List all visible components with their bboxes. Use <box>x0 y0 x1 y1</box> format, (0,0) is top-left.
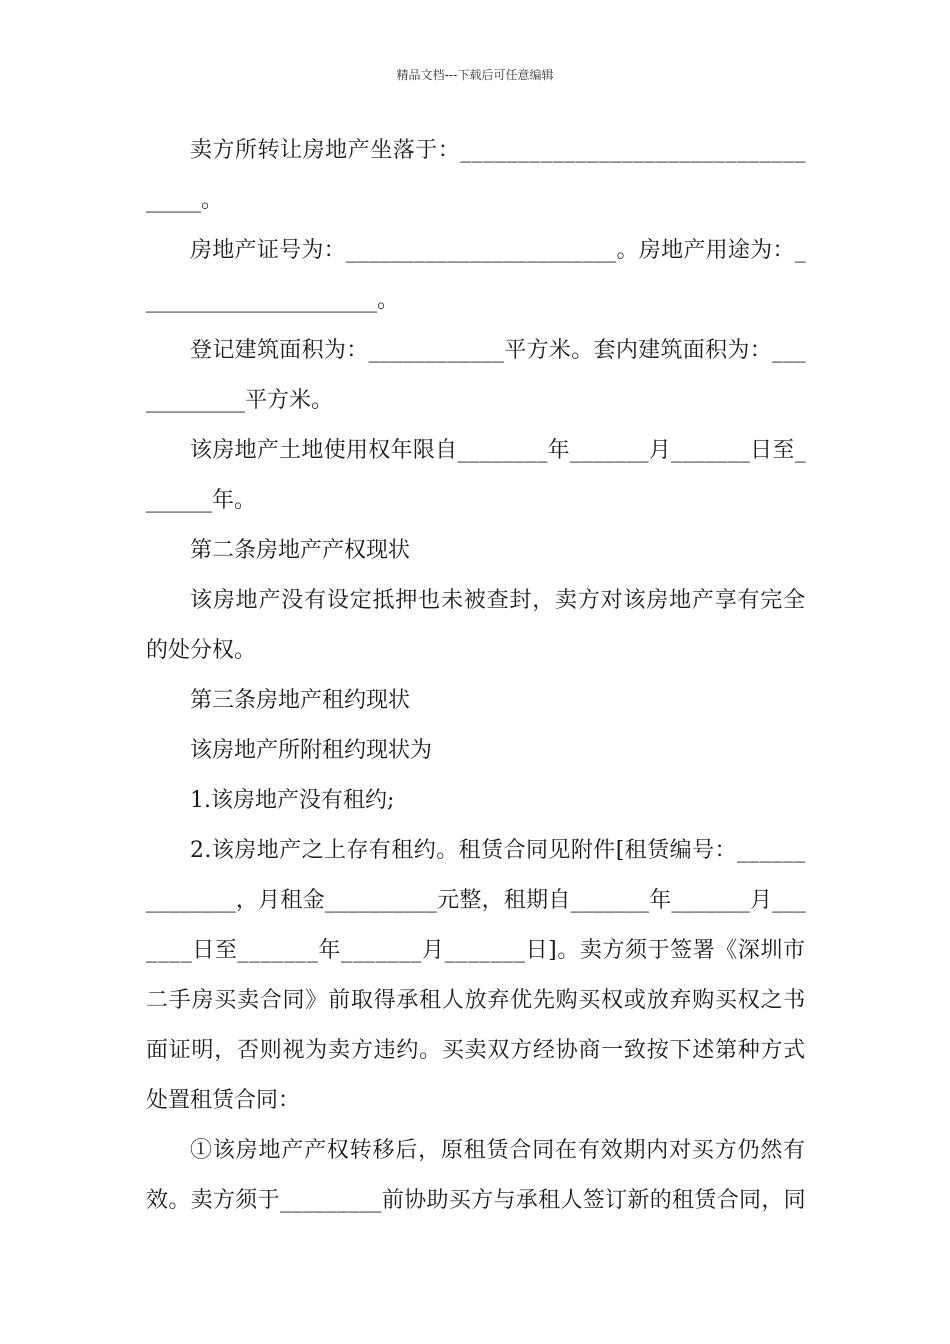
doc-line: 效。卖方须于_________前协助买方与承租人签订新的租赁合同，同 <box>146 1188 807 1213</box>
page-header: 精品文档---下载后可任意编辑 <box>396 68 554 82</box>
doc-line: _________平方米。 <box>146 388 334 413</box>
doc-line: 该房地产所附租约现状为 <box>190 738 433 763</box>
doc-line: ________，月租金__________元整，租期自_______年_______月___ <box>146 888 807 913</box>
doc-line: 的处分权。 <box>146 638 257 663</box>
doc-line: 登记建筑面积为：____________平方米。套内建筑面积为：___ <box>190 338 807 363</box>
doc-line: _____________________。 <box>146 288 400 313</box>
doc-line: 该房地产土地使用权年限自________年_______月_______日至_ <box>190 438 807 463</box>
doc-line: 房地产证号为：________________________。房地产用途为：_ <box>190 238 807 263</box>
doc-line: 该房地产没有设定抵押也未被查封，卖方对该房地产享有完全 <box>190 588 807 613</box>
doc-line: _____。 <box>146 188 224 213</box>
list-item: 2.该房地产之上存有租约。租赁合同见附件[租赁编号：______ <box>190 838 806 863</box>
doc-line: ______年。 <box>146 488 257 513</box>
section-heading: 第三条房地产租约现状 <box>190 688 411 713</box>
doc-line: 二手房买卖合同》前取得承租人放弃优先购买权或放弃购买权之书 <box>146 988 807 1013</box>
list-item: 1.该房地产没有租约; <box>190 788 395 813</box>
doc-line: ①该房地产产权转移后，原租赁合同在有效期内对买方仍然有 <box>190 1138 807 1163</box>
doc-line: 卖方所转让房地产坐落于：______________________________ <box>190 138 807 163</box>
doc-line: 处置租赁合同： <box>146 1088 301 1113</box>
section-heading: 第二条房地产产权现状 <box>190 538 411 563</box>
doc-line: 面证明，否则视为卖方违约。买卖双方经协商一致按下述第种方式 <box>146 1038 807 1063</box>
doc-line: ____日至_______年_______月_______日]。卖方须于签署《深圳市 <box>146 938 806 963</box>
